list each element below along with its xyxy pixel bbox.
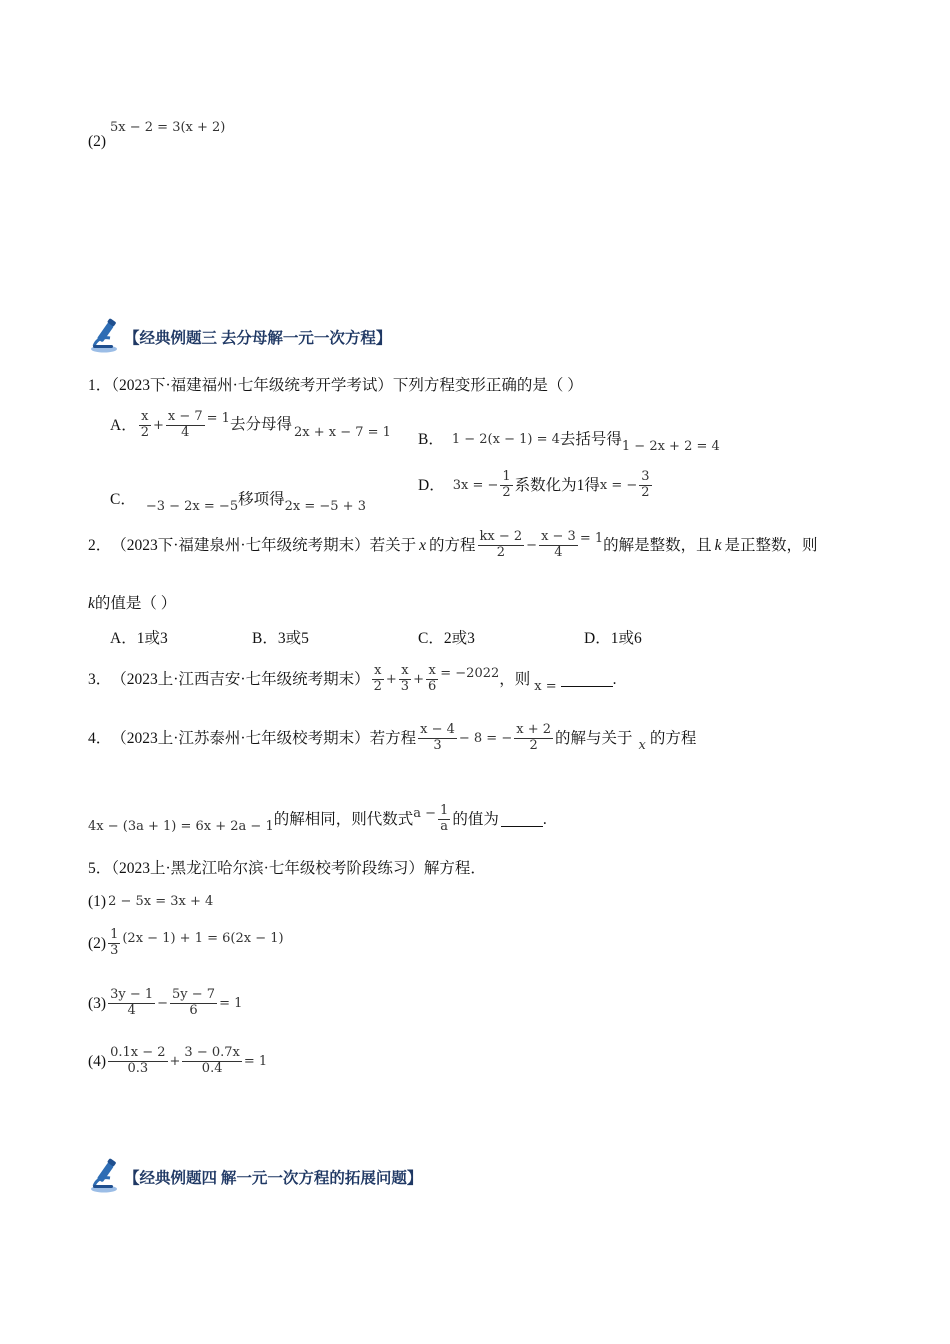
- q3-text: .: [612, 670, 617, 688]
- q4-text: .: [542, 810, 547, 828]
- q5-part-3: [88, 988, 242, 1019]
- q1-option-b: [418, 426, 720, 453]
- option-label: A．: [110, 416, 137, 434]
- numerator: 1: [440, 803, 449, 818]
- q3-source: （2023上·江西吉安·七年级统考期末）: [111, 670, 370, 688]
- fraction: [182, 1046, 241, 1077]
- numerator: x + 2: [516, 722, 551, 737]
- q5-number: 5．: [88, 860, 112, 877]
- numerator: kx − 2: [479, 529, 523, 544]
- denominator: 6: [427, 678, 437, 694]
- option-equation: 1 − 2(x − 1) = 4: [451, 432, 560, 447]
- q1-line: [88, 378, 583, 394]
- denominator: 0.3: [127, 1060, 149, 1076]
- top-equation: 5x − 2 = 3(x + 2): [110, 120, 226, 135]
- q5-stem: 解方程．: [423, 860, 486, 877]
- q3-text: ，则: [499, 670, 531, 688]
- microscope-icon: [88, 318, 124, 354]
- numerator: x − 7: [167, 409, 203, 424]
- part-label: (3): [88, 994, 107, 1012]
- numerator: x − 3: [541, 529, 576, 544]
- q4-equation: − 8 = −: [458, 730, 513, 746]
- denominator: 2: [496, 544, 505, 560]
- option-label: B．: [418, 430, 444, 448]
- option-result: 2x + x − 7 = 1: [293, 424, 391, 440]
- option-text: 去分母得: [229, 415, 292, 433]
- numerator: 3: [641, 469, 650, 484]
- option-text: 去括号得: [559, 430, 622, 448]
- numerator: x: [428, 663, 436, 678]
- q3-lhs: x =: [534, 678, 557, 694]
- option-label: D．: [418, 476, 445, 494]
- q3-number: 3．: [88, 670, 112, 688]
- answer-blank[interactable]: [501, 812, 543, 827]
- numerator: 5y − 7: [172, 987, 216, 1002]
- equation-rhs: = −2022: [440, 665, 500, 681]
- q2-number: 2．: [88, 536, 112, 554]
- q2-line: 2． （2023下·福建泉州·七年级统考期末） 若关于 x 的方程 $\frac{kx - 2}{2}$ − $\frac{x - 3}{4}$ = 1 的解是整数，且 k 是正整数，则: [88, 529, 818, 560]
- option-text: 移项得: [238, 490, 285, 508]
- operator: −: [157, 995, 169, 1011]
- top-part-label: (2): [88, 133, 107, 150]
- answer-blank[interactable]: [561, 672, 613, 687]
- q2-variable: k: [714, 536, 722, 554]
- q5-line: [88, 861, 486, 877]
- part-label: (4): [88, 1052, 107, 1070]
- denominator: 6: [189, 1002, 198, 1018]
- fraction: [438, 804, 450, 835]
- option-result: x = −: [599, 477, 638, 493]
- q3-line: 3． （2023上·江西吉安·七年级统考期末） $\frac{x}{2}$ + $\frac{x}{3}$ + $\frac{x}{6}$ = −2022 ，则 x = .: [88, 663, 617, 694]
- fraction: [418, 723, 457, 754]
- fraction: [426, 664, 438, 695]
- part-label: (2): [88, 934, 107, 952]
- q2-text: 的解是整数，且: [603, 536, 712, 554]
- fraction: [108, 988, 155, 1019]
- denominator: 2: [502, 484, 511, 500]
- fraction: [478, 530, 525, 561]
- numerator: x: [401, 663, 409, 678]
- q2-variable: k: [88, 595, 95, 612]
- denominator: 3: [433, 737, 442, 753]
- denominator: 2: [529, 737, 538, 753]
- fraction: [170, 988, 217, 1019]
- numerator: 1: [110, 927, 119, 942]
- denominator: 2: [140, 424, 149, 440]
- q1-option-c: [110, 486, 366, 513]
- option-result: 2x = −5 + 3: [284, 499, 366, 514]
- q2-option-c: C．2或3: [418, 630, 475, 647]
- option-equation: 3x = −: [452, 477, 499, 493]
- q2-option-a: A．1或3: [110, 630, 168, 647]
- denominator: 3: [110, 942, 119, 958]
- q4-number: 4．: [88, 729, 112, 747]
- option-label: C．: [110, 490, 136, 508]
- q5-part-2: [88, 928, 284, 959]
- q2-variable: x: [419, 536, 426, 554]
- numerator: 3y − 1: [110, 987, 154, 1002]
- q4-expression: a −: [413, 805, 437, 821]
- q4-source: （2023上·江苏泰州·七年级校考期末）: [111, 729, 370, 747]
- fraction: [539, 530, 578, 561]
- q4-text: 的解相同，则代数式: [273, 810, 414, 828]
- fraction: [639, 470, 651, 501]
- q4-line-2: [88, 804, 547, 835]
- q2-text: 的值是（ ）: [94, 595, 177, 612]
- denominator: 4: [554, 544, 563, 560]
- numerator: x − 4: [420, 722, 455, 737]
- q1-source: （2023下·福建福州·七年级统考开学考试）: [111, 377, 393, 394]
- numerator: 1: [502, 469, 511, 484]
- fraction: [399, 664, 411, 695]
- q1-option-a: A． $\frac{x}{2}$ + $\frac{x - 7}{4}$ = 1 去分母得 2x + x − 7 = 1: [110, 409, 391, 440]
- q2-option-b: B．3或5: [252, 630, 309, 647]
- part-equation: (2x − 1) + 1 = 6(2x − 1): [122, 930, 284, 946]
- part-label: (1): [88, 893, 107, 910]
- denominator: 0.4: [201, 1060, 223, 1076]
- operator: +: [169, 1053, 181, 1069]
- q1-option-d: [418, 470, 654, 501]
- q4-line: [88, 723, 696, 754]
- fraction: [108, 1046, 167, 1077]
- q2-line-2: [88, 596, 176, 612]
- denominator: 2: [641, 484, 650, 500]
- fraction: [166, 410, 205, 441]
- equation-rhs: = 1: [243, 1053, 268, 1069]
- q2-text: 若关于: [369, 536, 417, 554]
- section4-title: 【经典例题四 解一元一次方程的拓展问题】: [124, 1170, 423, 1187]
- part-equation: 2 − 5x = 3x + 4: [108, 894, 214, 910]
- fraction: [139, 410, 151, 441]
- denominator: 4: [127, 1002, 136, 1018]
- q5-part-1: [88, 894, 213, 910]
- q5-source: （2023上·黑龙江哈尔滨·七年级校考阶段练习）: [111, 860, 424, 877]
- denominator: 4: [181, 424, 190, 440]
- q2-text: 是正整数，则: [724, 536, 818, 554]
- section3-title: 【经典例题三 去分母解一元一次方程】: [124, 330, 392, 347]
- fraction: [500, 470, 512, 501]
- q1-number: 1．: [88, 377, 112, 394]
- q4-equation-2: 4x − (3a + 1) = 6x + 2a − 1: [88, 818, 274, 834]
- q4-text: 的方程: [649, 729, 697, 747]
- denominator: a: [440, 818, 449, 834]
- denominator: 2: [373, 678, 382, 694]
- fraction: [372, 664, 384, 695]
- fraction: [514, 723, 553, 754]
- q4-text: 若方程: [369, 729, 417, 747]
- q2-option-d: D．1或6: [584, 630, 642, 647]
- q5-part-4: [88, 1046, 267, 1077]
- option-equation: −3 − 2x = −5: [145, 499, 239, 514]
- q2-text: 的方程: [429, 536, 476, 554]
- q4-variable: x: [638, 737, 646, 753]
- option-text: 系数化为1得: [514, 476, 600, 494]
- q4-text: 的值为: [452, 810, 499, 828]
- denominator: 3: [400, 678, 410, 694]
- equation-rhs: = 1: [219, 995, 243, 1011]
- numerator: 3 − 0.7x: [184, 1045, 240, 1060]
- numerator: x: [141, 409, 149, 424]
- q1-stem: 下列方程变形正确的是（ ）: [392, 377, 583, 394]
- numerator: x: [374, 663, 382, 678]
- equation-rhs: = 1: [206, 410, 230, 426]
- equation-rhs: = 1: [579, 530, 604, 546]
- fraction: [108, 928, 120, 959]
- option-result: 1 − 2x + 2 = 4: [621, 439, 720, 454]
- q2-source: （2023下·福建泉州·七年级统考期末）: [111, 536, 370, 554]
- q4-text: 的解与关于: [555, 729, 633, 747]
- numerator: 0.1x − 2: [110, 1045, 166, 1060]
- microscope-icon: [88, 1158, 124, 1194]
